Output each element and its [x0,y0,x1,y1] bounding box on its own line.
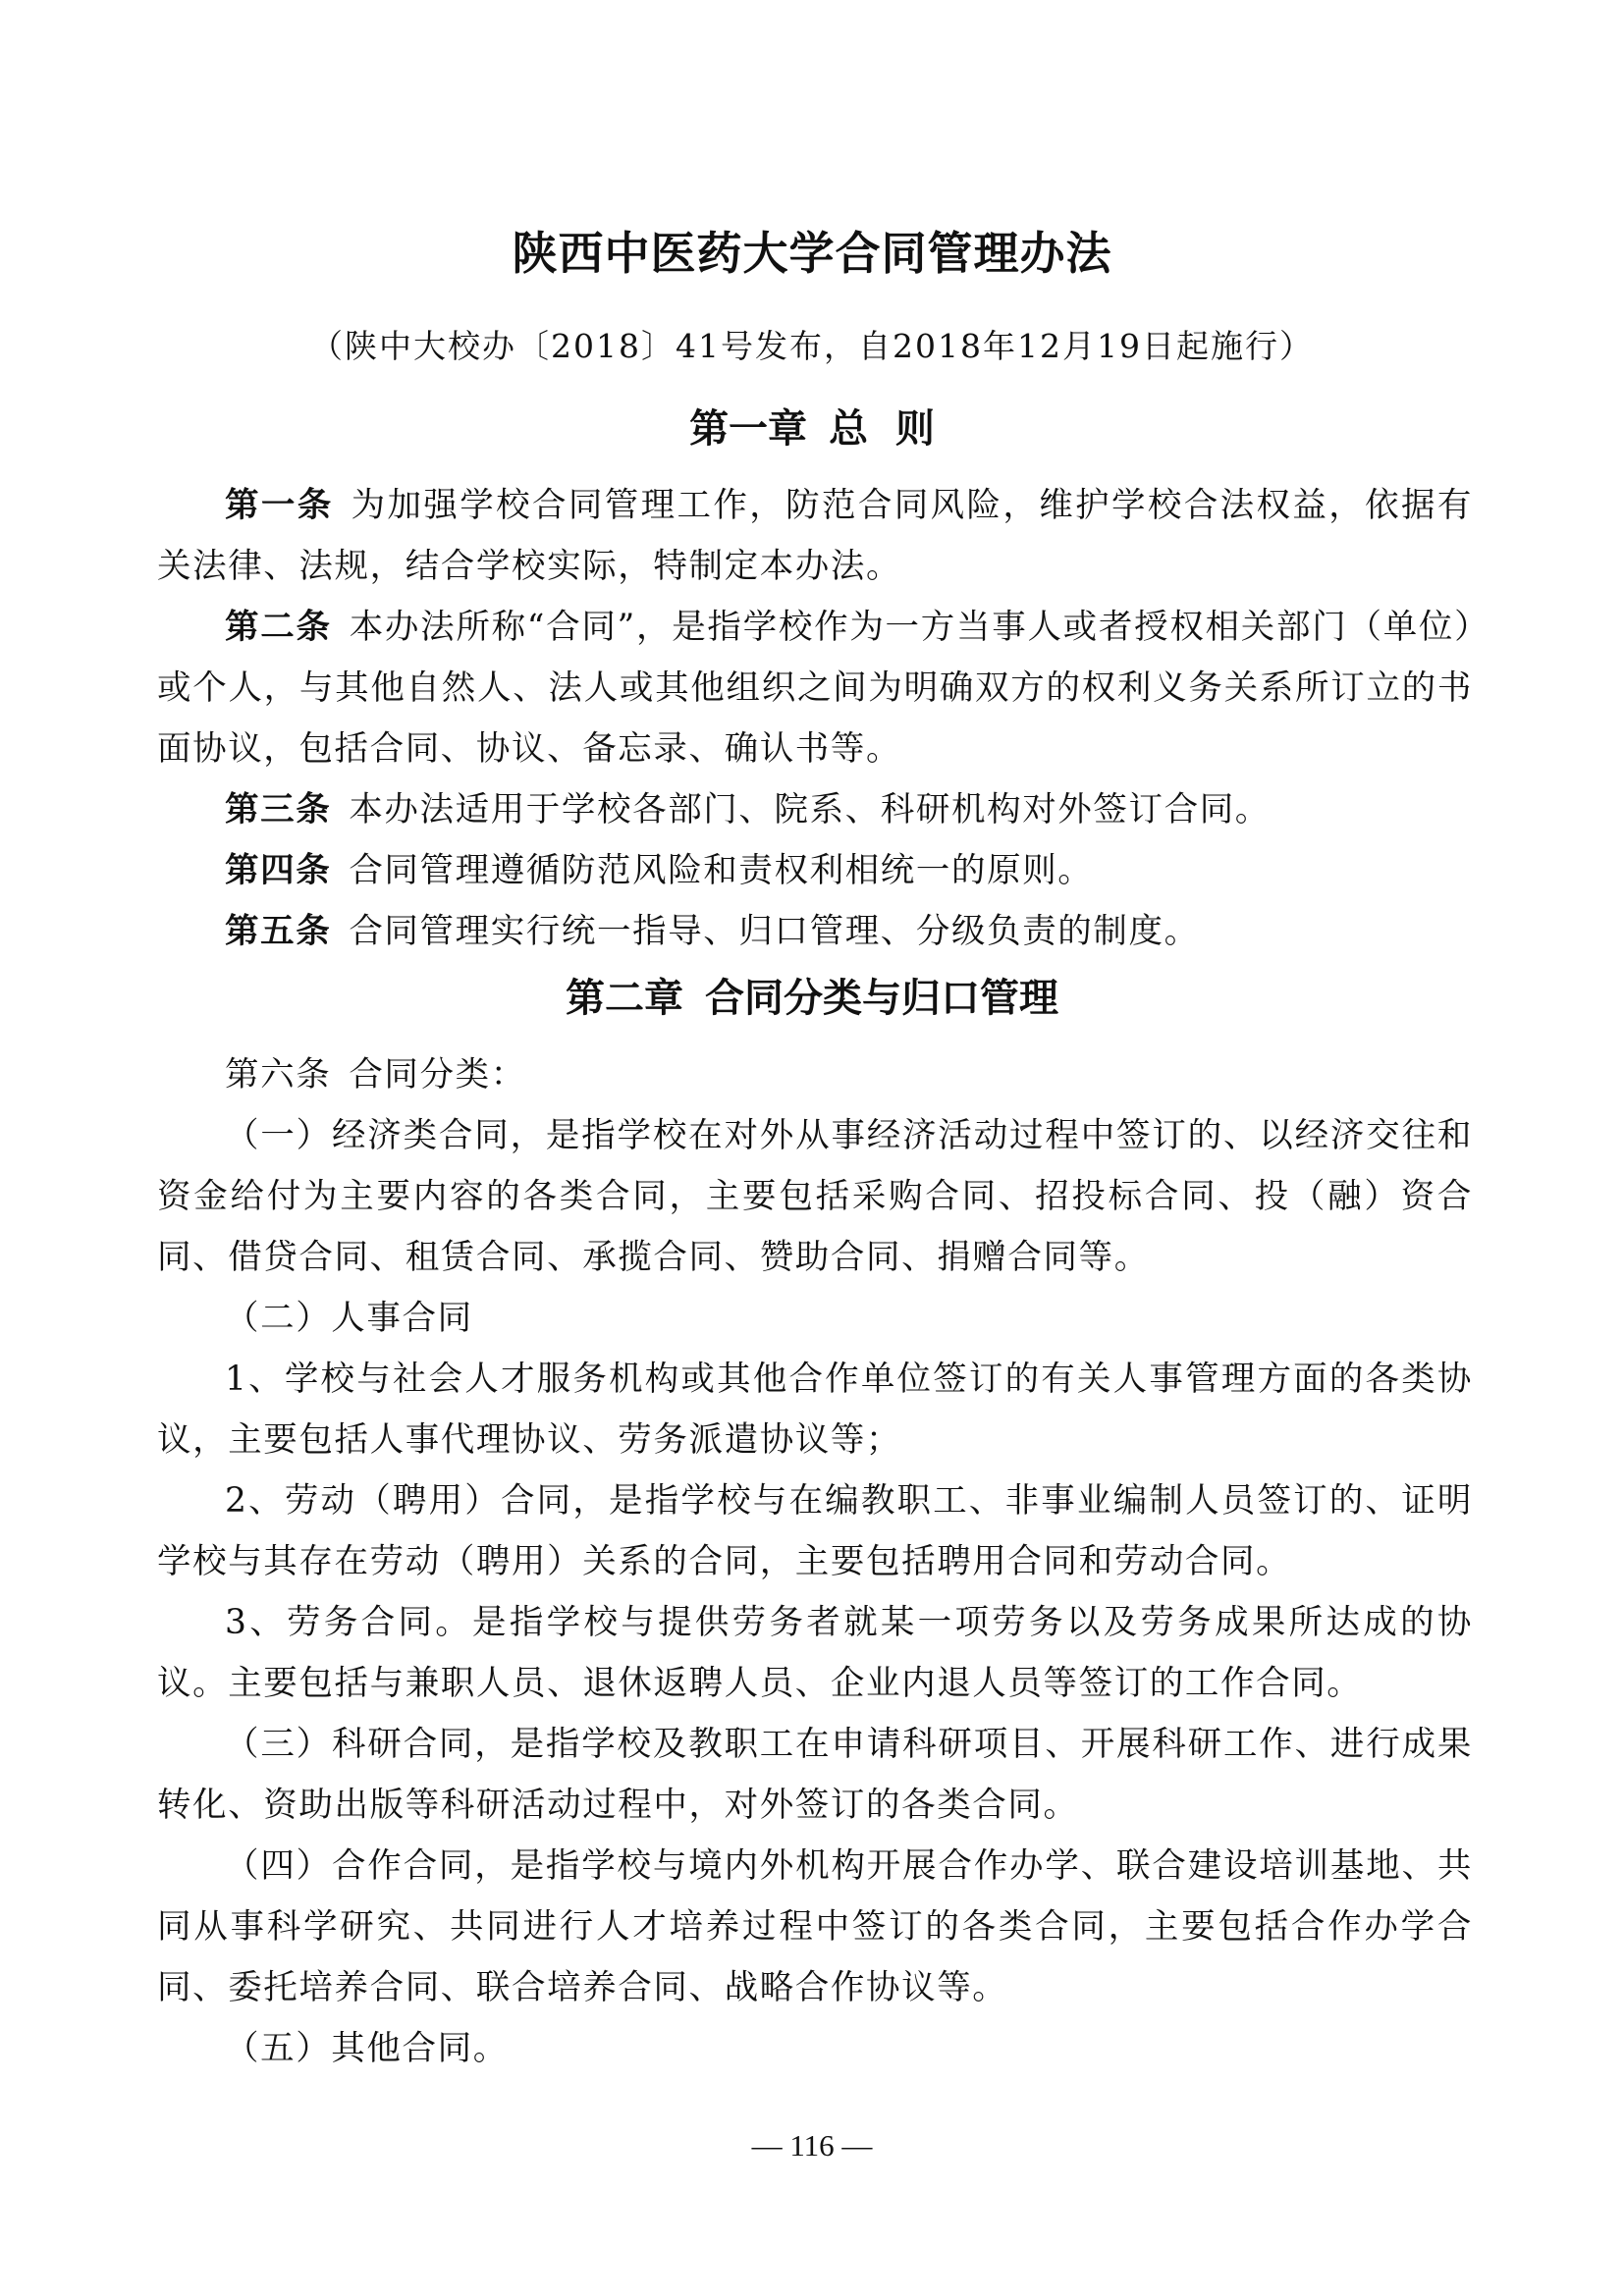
chapter-1-number: 第一章 [689,406,808,452]
document-subtitle: （陕中大校办〔2018〕41号发布，自2018年12月19日起施行） [310,327,1314,365]
article-label: 第四条 [225,851,332,890]
clause-personnel-2: 2、劳动（聘用）合同，是指学校与在编教职工、非事业编制人员签订的、证明学校与其存在劳动（聘用）关系的合同，主要包括聘用合同和劳动合同。 [157,1481,1473,1581]
chapter-2-number: 第二章 [566,976,683,1021]
clause-personnel-3: 3、劳务合同。是指学校与提供劳务者就某一项劳务以及劳务成果所达成的协议。主要包括与兼职人员、退休返聘人员、企业内退人员等签订的工作合同。 [157,1603,1473,1703]
article-4 [157,840,1473,901]
article-text: 合同管理实行统一指导、归口管理、分级负责的制度。 [349,912,1200,951]
article-text: 合同分类： [349,1055,526,1095]
chapter-1-body [157,475,1473,962]
document-title: 陕西中医药大学合同管理办法 [512,227,1112,280]
article-text: 本办法所称“合同”，是指学校作为一方当事人或者授权相关部门（单位）或个人，与其他自然人、法人或其他组织之间为明确双方的权利义务关系所订立的书面协议，包括合同、协议、备忘录、确认书等。 [157,608,1473,769]
article-label: 第二条 [225,608,332,647]
clause-cooperation: （四）合作合同，是指学校与境内外机构开展合作办学、联合建设培训基地、共同从事科学研究、共同进行人才培养过程中签订的各类合同，主要包括合作办学合同、委托培养合同、联合培养合同、战略合作协议等。 [157,1846,1473,2007]
clause-personnel-1: 1、学校与社会人才服务机构或其他合作单位签订的有关人事管理方面的各类协议，主要包括人事代理协议、劳务派遣协议等； [157,1360,1473,1460]
article-5 [157,901,1473,962]
article-label: 第一条 [225,486,334,525]
clause-economic: （一）经济类合同，是指学校在对外从事经济活动过程中签订的、以经济交往和资金给付为主要内容的各类合同，主要包括采购合同、招投标合同、投（融）资合同、借贷合同、租赁合同、承揽合同、赞助合同、捐赠合同等。 [157,1116,1473,1277]
article-text: 为加强学校合同管理工作，防范合同风险，维护学校合法权益，依据有关法律、法规，结合学校实际，特制定本办法。 [157,486,1473,586]
article-1 [157,475,1473,597]
article-text: 合同管理遵循防范风险和责权利相统一的原则。 [349,851,1094,890]
article-label: 第五条 [225,912,332,951]
article-text: 本办法适用于学校各部门、院系、科研机构对外签订合同。 [349,790,1271,829]
chapter-2-heading [0,972,1624,1025]
chapter-1-name: 总 则 [829,406,935,452]
page-number: — 116 — [751,2128,873,2163]
clause-research: （三）科研合同，是指学校及教职工在申请科研项目、开展科研工作、进行成果转化、资助出版等科研活动过程中，对外签订的各类合同。 [157,1725,1473,1825]
article-label: 第六条 [225,1055,332,1095]
chapter-1-heading [0,402,1624,455]
article-6 [157,1044,1473,1105]
clause-personnel: （二）人事合同 [225,1299,473,1338]
chapter-2-body [157,1044,1473,2079]
chapter-2-name: 合同分类与归口管理 [705,976,1058,1021]
clause-other: （五）其他合同。 [225,2029,509,2068]
article-2 [157,597,1473,779]
article-label: 第三条 [225,790,332,829]
article-3 [157,779,1473,840]
